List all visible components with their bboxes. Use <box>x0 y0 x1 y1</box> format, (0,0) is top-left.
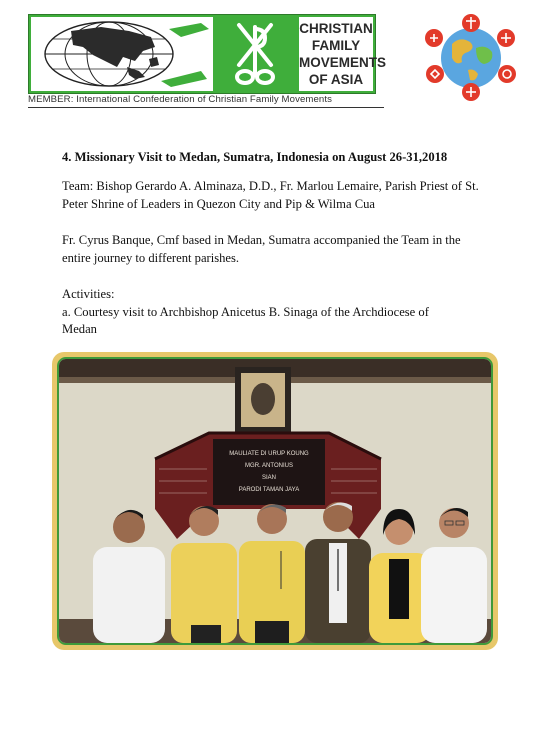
escort-paragraph: Fr. Cyrus Banque, Cmf based in Medan, Sumatra accompanied the Team in the entire journey to different parishes. <box>62 233 461 265</box>
banner-line-1: MAULIATE DI URUP KOUNG <box>229 451 309 457</box>
team-paragraph: Team: Bishop Gerardo A. Alminaza, D.D., Fr. Marlou Lemaire, Parish Priest of St. Peter Shrine of Leaders in Quezon City and Pip & Wilma Cua <box>62 179 479 211</box>
chi-rho-symbol-icon <box>215 17 295 91</box>
activity-a-continued: Medan <box>62 322 97 336</box>
section-title: 4. Missionary Visit to Medan, Sumatra, Indonesia on August 26-31,2018 <box>62 150 448 164</box>
membership-line: MEMBER: International Confederation of Christian Family Movements <box>28 94 384 108</box>
banner-line-4: PARODI TAMAN JAYA <box>238 487 300 493</box>
activities-heading: Activities: <box>62 287 115 301</box>
icfcm-globe-logo-icon <box>414 12 528 102</box>
group-photo <box>57 357 493 645</box>
asia-map-logo <box>31 17 213 91</box>
cfma-logo <box>28 14 387 94</box>
banner-line-2: MGR. ANTONIUS <box>245 463 293 469</box>
group-photo-frame <box>52 352 498 650</box>
banner-line-3: SIAN <box>261 475 277 481</box>
activity-a: a. Courtesy visit to Archbishop Anicetus B. Sinaga of the Archdiocese of <box>62 304 429 319</box>
activities-block <box>62 286 492 339</box>
org-name: CHRISTIAN FAMILY MOVEMENTS OF ASIA <box>299 17 373 91</box>
